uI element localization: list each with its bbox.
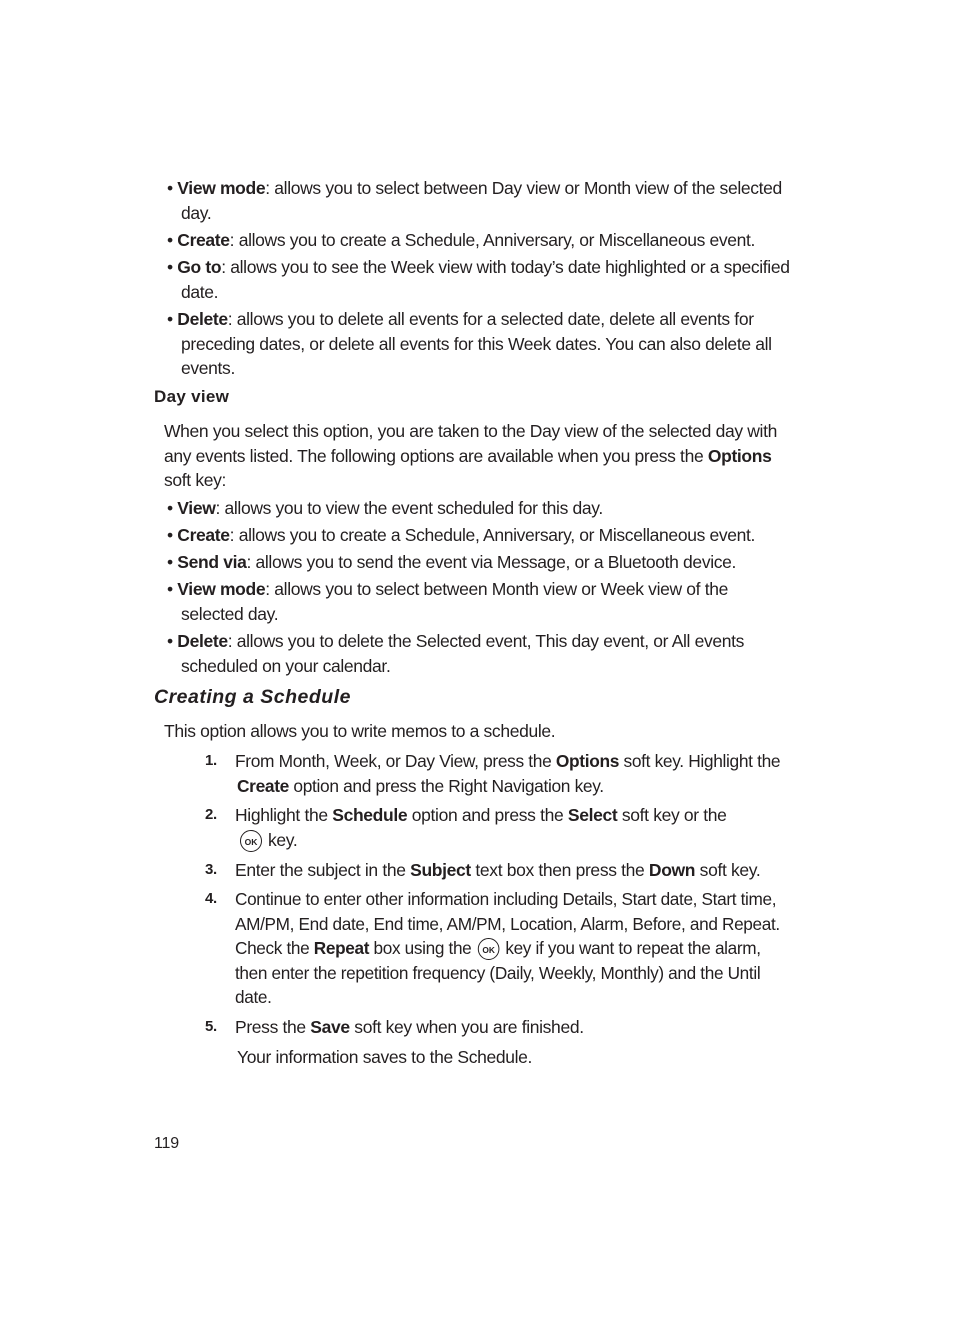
step-text: date. xyxy=(235,987,272,1007)
step-text: option and press the xyxy=(407,805,568,825)
step-keyword: Options xyxy=(555,751,620,771)
step-text: box using the xyxy=(369,938,476,958)
step-number: 4. xyxy=(205,890,217,907)
step-5-result: Your information saves to the Schedule. xyxy=(237,1047,533,1067)
bullet-delete: • Delete: allows you to delete the Selected event, This day event, or All events scheduled on your calendar. xyxy=(167,629,767,678)
step-text: From Month, Week, or Day View, press the xyxy=(235,751,556,771)
ok-key-icon: OK xyxy=(478,938,500,960)
bullet-view-mode: • View mode: allows you to select between Month view or Week view of the selected day. xyxy=(167,577,767,626)
bullet-send-via: • Send via: allows you to send the event via Message, or a Bluetooth device. xyxy=(167,552,737,572)
bullet-text: : allows you to view the event scheduled for this day. xyxy=(215,498,603,518)
bullet-text: : allows you to see the Week view with today’s date highlighted or a specified xyxy=(221,257,790,277)
bullet-term: View mode xyxy=(177,178,266,198)
step-text: Press the xyxy=(235,1017,311,1037)
bullet-term: Go to xyxy=(177,257,222,277)
bullet-text: : allows you to create a Schedule, Anniversary, or Miscellaneous event. xyxy=(229,525,756,545)
bullet-create: • Create: allows you to create a Schedule, Anniversary, or Miscellaneous event. xyxy=(167,525,756,545)
intro-line: soft key: xyxy=(164,470,227,490)
intro-line: When you select this option, you are taken to the Day view of the selected day with xyxy=(164,421,777,441)
step-text: soft key when you are finished. xyxy=(349,1017,584,1037)
bullet-text: : allows you to delete the Selected event, This day event, or All events xyxy=(227,631,745,651)
bullet-term: Delete xyxy=(177,631,228,651)
step-number: 3. xyxy=(205,861,217,878)
bullet-term: Delete xyxy=(177,309,228,329)
bullet-term: Send via xyxy=(177,552,247,572)
step-keyword: Repeat xyxy=(313,938,370,958)
step-number: 5. xyxy=(205,1018,217,1035)
step-keyword: Select xyxy=(567,805,618,825)
bullet-term: View mode xyxy=(177,579,266,599)
step-text: Highlight the xyxy=(235,805,333,825)
step-keyword: Create xyxy=(236,775,289,796)
day-view-heading: Day view xyxy=(154,387,230,406)
step-text: Enter the subject in the xyxy=(235,860,411,880)
intro-line: any events listed. The following options are available when you press the xyxy=(164,445,708,466)
bullet-text-cont: selected day. xyxy=(181,603,279,624)
options-keyword: Options xyxy=(707,445,772,466)
bullet-text-cont: day. xyxy=(181,202,212,223)
step-keyword: Save xyxy=(310,1017,350,1037)
bullet-text-cont: preceding dates, or delete all events for this Week dates. You can also delete all xyxy=(181,333,772,354)
step-text: AM/PM, End date, End time, AM/PM, Location, Alarm, Before, and Repeat. xyxy=(235,913,780,934)
bullet-go-to: • Go to: allows you to see the Week view with today’s date highlighted or a specified date. xyxy=(167,255,767,304)
step-text: then enter the repetition frequency (Daily, Weekly, Monthly) and the Until xyxy=(235,962,761,983)
step-text: soft key. Highlight the xyxy=(619,751,781,771)
bullet-term: Create xyxy=(177,525,230,545)
step-number: 1. xyxy=(205,752,217,769)
bullet-text: : allows you to send the event via Message, or a Bluetooth device. xyxy=(246,552,737,572)
page-number: 119 xyxy=(154,1135,179,1152)
step-text: key if you want to repeat the alarm, xyxy=(505,938,761,958)
bullet-text: : allows you to delete all events for a selected date, delete all events for xyxy=(227,309,754,329)
ok-key-icon: OK xyxy=(240,830,262,852)
bullet-term: Create xyxy=(177,230,230,250)
bullet-view-mode: • View mode: allows you to select between Day view or Month view of the selected day. xyxy=(167,176,767,225)
bullet-text-cont: scheduled on your calendar. xyxy=(181,655,391,676)
bullet-delete: • Delete: allows you to delete all events for a selected date, delete all events for preceding dates, or delete all events for this Week dates. You can also delete all events. xyxy=(167,307,767,381)
bullet-text-cont: date. xyxy=(181,281,219,302)
bullet-text: : allows you to select between Day view or Month view of the selected xyxy=(265,178,782,198)
step-text: soft key or the xyxy=(617,805,727,825)
step-text: option and press the Right Navigation key. xyxy=(288,775,604,796)
step-text: Check the xyxy=(235,938,314,958)
step-number: 2. xyxy=(205,806,217,823)
step-text: text box then press the xyxy=(470,860,649,880)
bullet-text-cont: events. xyxy=(181,358,235,378)
step-keyword: Schedule xyxy=(332,805,408,825)
step-text: soft key. xyxy=(695,860,761,880)
day-view-intro xyxy=(164,419,777,493)
step-text: Continue to enter other information including Details, Start date, Start time, xyxy=(235,889,777,909)
creating-intro: This option allows you to write memos to a schedule. xyxy=(164,721,556,741)
step-text: key. xyxy=(268,829,298,850)
bullet-create: • Create: allows you to create a Schedule, Anniversary, or Miscellaneous event. xyxy=(167,230,756,250)
step-keyword: Down xyxy=(648,860,696,880)
bullet-view: • View: allows you to view the event scheduled for this day. xyxy=(167,498,603,518)
creating-schedule-heading: Creating a Schedule xyxy=(154,686,351,708)
bullet-text: : allows you to select between Month view or Week view of the xyxy=(265,579,728,599)
bullet-term: View xyxy=(177,498,216,518)
bullet-text: : allows you to create a Schedule, Anniversary, or Miscellaneous event. xyxy=(229,230,756,250)
step-keyword: Subject xyxy=(410,860,471,880)
